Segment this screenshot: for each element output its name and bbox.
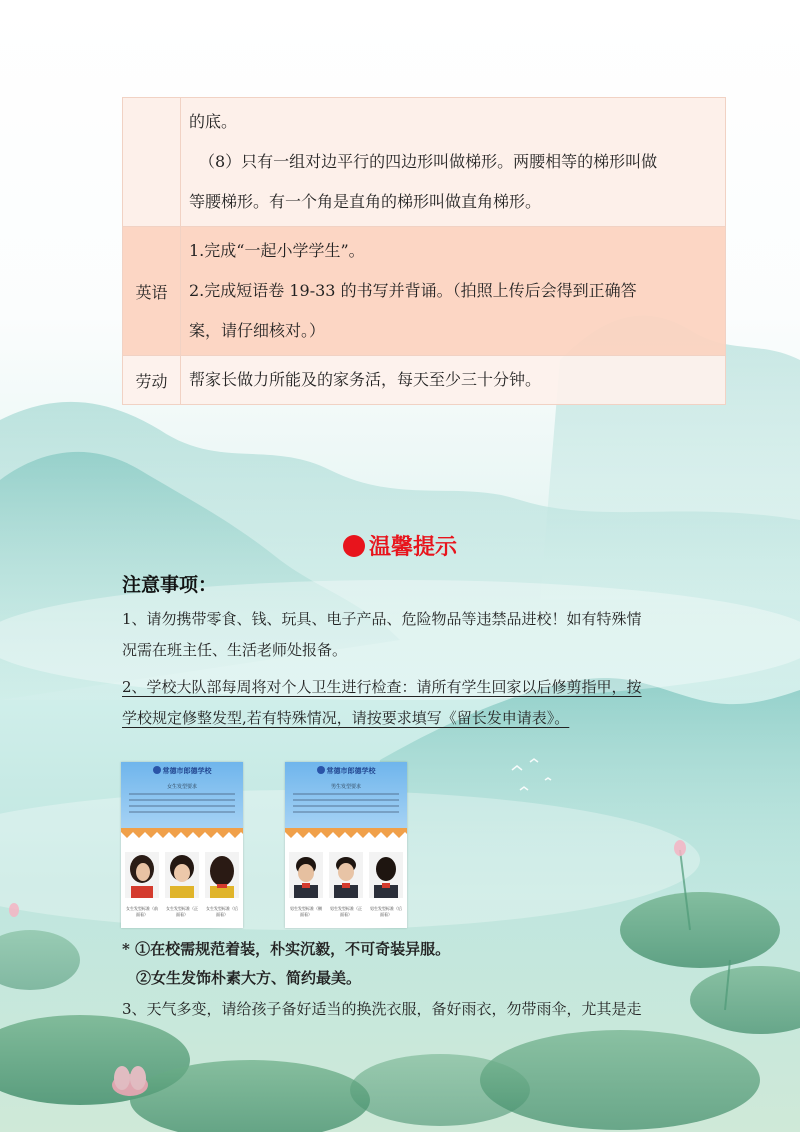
notice-line: 学校规定修整发型,若有特殊情况，请按要求填写《留长发申请表》。	[122, 709, 570, 727]
poster-school-name: 常德市郎德学校	[162, 766, 212, 775]
photo-caption: 男生发型标准（正面看）	[330, 906, 362, 917]
red-dot-icon	[343, 535, 365, 557]
notice-line: 2、学校大队部每周将对个人卫生进行检查：请所有学生回家以后修剪指甲，按	[122, 678, 642, 696]
poster-photos	[289, 852, 403, 902]
homework-table	[122, 97, 726, 405]
table-row	[123, 227, 726, 356]
task-line: 帮家长做力所能及的家务活，每天至少三十分钟。	[189, 370, 542, 389]
school-logo-icon	[317, 766, 325, 774]
photo-caption: 男生发型标准（后面看）	[370, 906, 402, 917]
tips-title-text: 温馨提示	[368, 534, 457, 560]
boy-hairstyle-poster	[285, 762, 407, 928]
dress-code-note: * ①在校需规范着装，朴实沉毅，不可奇装异服。	[122, 940, 451, 958]
photo-caption: 男生发型标准（侧面看）	[290, 906, 322, 917]
notes-heading: 注意事项：	[122, 574, 218, 596]
task-cell	[181, 98, 726, 227]
notice-line: 况需在班主任、生活老师处报备。	[122, 641, 348, 659]
hairstyle-photo	[289, 852, 323, 898]
notice-line: 1、请勿携带零食、钱、玩具、电子产品、危险物品等违禁品进校！如有特殊情	[122, 610, 642, 628]
photo-caption: 女生发型标准（后面看）	[206, 906, 238, 917]
photo-caption: 女生发型标准（前面看）	[126, 906, 158, 917]
hairstyle-photo	[369, 852, 403, 898]
poster-title: 男生发型要求	[330, 784, 361, 790]
notice-line: 3、天气多变，请给孩子备好适当的换洗衣服，备好雨衣，勿带雨伞，尤其是走	[122, 1000, 642, 1018]
poster-text-lines	[293, 793, 399, 817]
photo-caption: 女生发型标准（正面看）	[166, 906, 198, 917]
poster-school	[285, 766, 407, 776]
task-line: 的底。	[189, 112, 238, 131]
subject-cell: 劳动	[123, 356, 181, 405]
hairstyle-photo	[165, 852, 199, 898]
task-cell	[181, 356, 726, 405]
poster-text-lines	[129, 793, 235, 817]
task-cell	[181, 227, 726, 356]
notice-item-3	[122, 994, 692, 1025]
tips-title	[0, 530, 800, 561]
task-line: 2.完成短语卷 19-33 的书写并背诵。（拍照上传后会得到正确答	[189, 281, 637, 300]
school-logo-icon	[153, 766, 161, 774]
table-row	[123, 98, 726, 227]
notice-item-1	[122, 604, 692, 666]
task-line: 案，请仔细核对。）	[189, 321, 326, 340]
task-line: 1.完成“一起小学学生”。	[189, 241, 365, 260]
poster-school-name: 常德市郎德学校	[326, 766, 376, 775]
zigzag-border	[121, 828, 243, 838]
hairstyle-photo	[205, 852, 239, 898]
hairstyle-photo	[329, 852, 363, 898]
zigzag-border	[285, 828, 407, 838]
poster-title: 女生发型要求	[166, 784, 197, 790]
notice-item-2	[122, 672, 692, 734]
subject-cell: 英语	[123, 227, 181, 356]
subject-cell	[123, 98, 181, 227]
hairstyle-photo	[125, 852, 159, 898]
girl-hairstyle-poster	[121, 762, 243, 928]
task-line: 等腰梯形。有一个角是直角的梯形叫做直角梯形。	[189, 192, 542, 211]
task-line: （8）只有一组对边平行的四边形叫做梯形。两腰相等的梯形叫做	[199, 152, 658, 171]
hair-accessory-note: ②女生发饰朴素大方、简约最美。	[136, 969, 362, 987]
poster-school	[121, 766, 243, 776]
table-row	[123, 356, 726, 405]
poster-photos	[125, 852, 239, 902]
